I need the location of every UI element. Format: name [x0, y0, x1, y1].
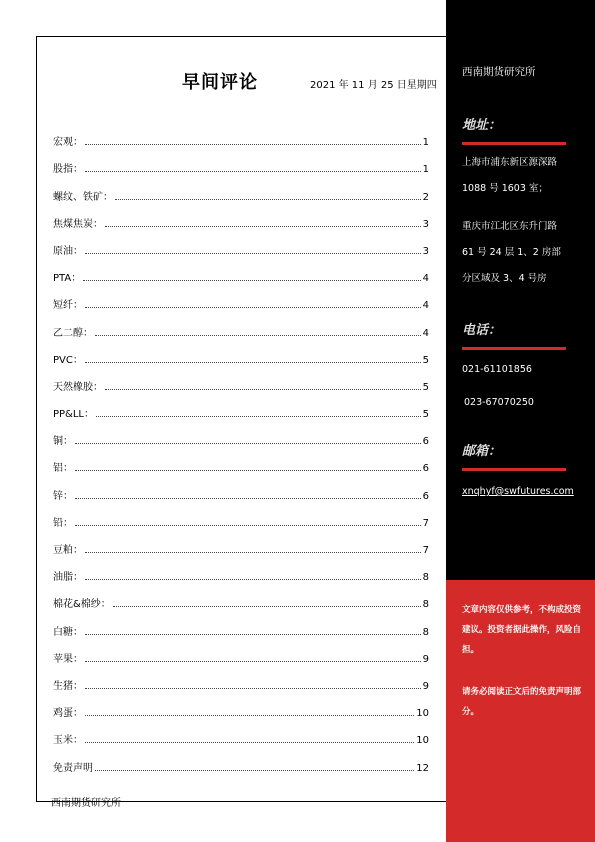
toc-entry[interactable] [53, 474, 429, 501]
toc-entry[interactable] [53, 420, 429, 447]
email-link[interactable]: xnqhyf@swfutures.com [462, 486, 574, 497]
toc-entry-label: 短纤： [53, 300, 83, 312]
address-line-3: 重庆市江北区东升门路 [462, 221, 558, 232]
toc-entry[interactable] [53, 121, 429, 148]
footer-org-name: 西南期货研究所 [51, 798, 121, 809]
phone-2: 023-67070250 [464, 397, 534, 408]
toc-entry-label: 股指： [53, 164, 83, 176]
toc-leader-dots [95, 769, 414, 771]
toc-entry[interactable] [53, 175, 429, 202]
toc-leader-dots [85, 660, 421, 662]
toc-leader-dots [85, 252, 421, 254]
report-title: 早间评论 [182, 72, 258, 93]
toc-entry[interactable] [53, 746, 429, 773]
table-of-contents [53, 121, 429, 774]
toc-entry[interactable] [53, 529, 429, 556]
toc-leader-dots [85, 551, 421, 553]
toc-leader-dots [105, 388, 421, 390]
disclaimer-text: 文章内容仅供参考，不构成投资建议。投资者据此操作，风险自担。 [462, 605, 582, 655]
toc-entry[interactable] [53, 556, 429, 583]
toc-entry-label: PP&LL： [53, 409, 95, 421]
toc-entry-label: 玉米： [53, 735, 83, 747]
toc-entry[interactable] [53, 203, 429, 230]
toc-entry[interactable] [53, 692, 429, 719]
toc-entry-page: 8 [422, 599, 429, 611]
toc-entry[interactable] [53, 393, 429, 420]
toc-entry-label: 苹果： [53, 653, 83, 665]
toc-leader-dots [83, 279, 420, 281]
toc-entry[interactable] [53, 447, 429, 474]
toc-entry[interactable] [53, 311, 429, 338]
toc-entry-page: 9 [422, 653, 429, 665]
toc-entry-page: 1 [422, 164, 429, 176]
toc-entry[interactable] [53, 638, 429, 665]
toc-entry-label: 豆粕： [53, 545, 83, 556]
address-line-4: 61 号 24 层 1、2 房部 [462, 247, 561, 258]
toc-entry-page: 10 [416, 708, 429, 720]
toc-entry[interactable] [53, 583, 429, 610]
toc-entry-page: 1 [422, 137, 429, 149]
toc-entry-label: 天然橡胶： [53, 381, 103, 393]
toc-leader-dots [85, 687, 421, 689]
toc-entry-label: PTA： [53, 273, 82, 285]
toc-entry-page: 5 [422, 409, 429, 421]
disclaimer-note: 请务必阅读正文后的免责声明部分。 [462, 687, 582, 717]
toc-entry-page: 5 [422, 354, 429, 366]
toc-leader-dots [115, 198, 421, 200]
toc-leader-dots [85, 361, 421, 363]
sidebar-disclaimer [446, 580, 595, 842]
toc-entry-page: 9 [422, 680, 429, 692]
toc-entry-label: 生猪： [53, 680, 83, 692]
toc-entry-label: 白糖： [53, 626, 83, 638]
sidebar-contact [446, 0, 595, 580]
toc-entry-label: 铝： [53, 463, 73, 475]
toc-entry-page: 7 [422, 545, 429, 556]
toc-entry-page: 4 [422, 300, 429, 312]
toc-entry-page: 4 [422, 273, 429, 285]
toc-entry[interactable] [53, 719, 429, 746]
address-heading: 地址： [462, 118, 502, 133]
toc-leader-dots [96, 415, 421, 417]
address-line-1: 上海市浦东新区源深路 [462, 157, 558, 168]
toc-entry[interactable] [53, 148, 429, 175]
address-rule [462, 142, 566, 145]
toc-leader-dots [85, 170, 421, 172]
toc-leader-dots [105, 225, 421, 227]
toc-entry[interactable] [53, 257, 429, 284]
toc-leader-dots [75, 524, 421, 526]
toc-entry-label: 螺纹、铁矿： [53, 191, 113, 203]
toc-entry-label: 宏观： [53, 137, 83, 149]
toc-leader-dots [75, 497, 421, 499]
toc-entry[interactable] [53, 665, 429, 692]
toc-entry[interactable] [53, 339, 429, 366]
toc-entry-page: 7 [422, 517, 429, 529]
toc-entry-label: 铅： [53, 517, 73, 529]
toc-entry-page: 10 [416, 735, 429, 747]
address-line-5: 分区域及 3、4 号房 [462, 273, 547, 284]
phone-1: 021-61101856 [462, 364, 532, 375]
toc-leader-dots [85, 633, 421, 635]
toc-entry-label: 免责声明 [53, 762, 93, 774]
toc-entry-page: 8 [422, 626, 429, 638]
toc-entry[interactable] [53, 502, 429, 529]
phone-rule [462, 347, 566, 350]
toc-entry-page: 8 [422, 572, 429, 584]
toc-entry-label: 原油： [53, 245, 83, 257]
toc-entry-page: 6 [422, 490, 429, 502]
toc-entry-label: 焦煤焦炭： [53, 218, 103, 230]
toc-entry-label: 铜： [53, 436, 73, 448]
toc-entry-page: 4 [422, 327, 429, 339]
toc-entry-page: 2 [422, 191, 429, 203]
toc-leader-dots [75, 442, 421, 444]
sidebar-org-name: 西南期货研究所 [462, 66, 536, 78]
toc-leader-dots [113, 605, 421, 607]
toc-entry[interactable] [53, 366, 429, 393]
toc-entry-page: 3 [422, 218, 429, 230]
toc-entry-page: 12 [416, 762, 429, 774]
toc-entry-label: PVC： [53, 354, 83, 366]
toc-entry-label: 乙二醇： [53, 327, 93, 339]
toc-leader-dots [75, 469, 421, 471]
toc-entry-label: 鸡蛋： [53, 708, 83, 720]
toc-entry-page: 3 [422, 245, 429, 257]
report-date: 2021 年 11 月 25 日星期四 [310, 80, 437, 91]
toc-leader-dots [85, 578, 421, 580]
toc-entry-label: 锌： [53, 490, 73, 502]
toc-entry-page: 6 [422, 463, 429, 475]
address-line-2: 1088 号 1603 室； [462, 183, 548, 194]
toc-entry-page: 5 [422, 381, 429, 393]
toc-entry[interactable] [53, 230, 429, 257]
toc-leader-dots [95, 334, 421, 336]
toc-entry[interactable] [53, 284, 429, 311]
toc-entry-page: 6 [422, 436, 429, 448]
toc-entry-label: 棉花&棉纱： [53, 599, 111, 611]
email-heading: 邮箱： [462, 444, 502, 459]
toc-leader-dots [85, 306, 421, 308]
toc-leader-dots [85, 741, 414, 743]
toc-leader-dots [85, 714, 414, 716]
toc-leader-dots [85, 143, 421, 145]
toc-entry[interactable] [53, 610, 429, 637]
toc-entry-label: 油脂： [53, 572, 83, 584]
phone-heading: 电话： [462, 323, 502, 338]
email-rule [462, 468, 566, 471]
